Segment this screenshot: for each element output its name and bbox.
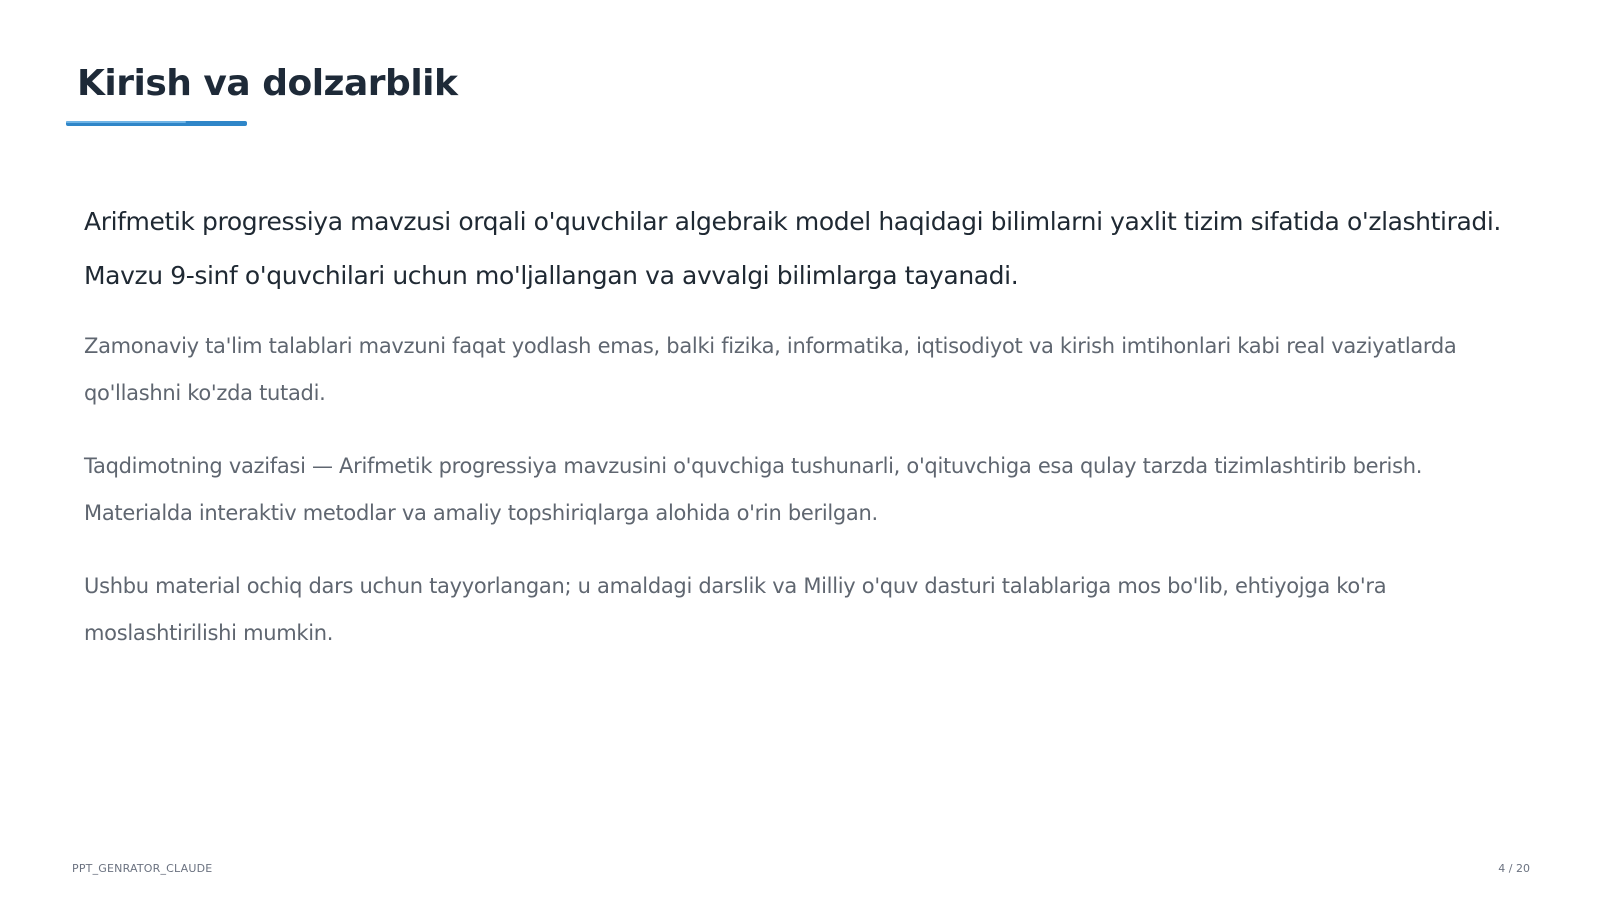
body-paragraph-3: Ushbu material ochiq dars uchun tayyorlangan; u amaldagi darslik va Milliy o'quv dasturi talablariga mos bo'lib, ehtiyojga ko'ra moslashtirilishi mumkin.	[84, 574, 1387, 645]
slide-content	[84, 195, 1504, 683]
body-paragraph-1: Zamonaviy ta'lim talablari mavzuni faqat yodlash emas, balki fizika, informatika, iqtisodiyot va kirish imtihonlari kabi real vaziyatlarda qo'llashni ko'zda tutadi.	[84, 334, 1457, 405]
lead-paragraph: Arifmetik progressiya mavzusi orqali o'quvchilar algebraik model haqidagi bilimlarni yaxlit tizim sifatida o'zlashtiradi. Mavzu 9-sinf o'quvchilari uchun mo'ljallangan va avvalgi bilimlarga tayanadi.	[84, 207, 1501, 290]
page-indicator: 4 / 20	[1498, 862, 1530, 875]
slide-title: Kirish va dolzarblik	[77, 63, 458, 104]
title-accent-highlight	[66, 121, 186, 123]
footer-brand: PPT_GENRATOR_CLAUDE	[72, 862, 213, 875]
body-paragraph-2: Taqdimotning vazifasi — Arifmetik progressiya mavzusini o'quvchiga tushunarli, o'qituvchiga esa qulay tarzda tizimlashtirib berish. Materialda interaktiv metodlar va amaliy topshiriqlarga alohida o'rin berilgan.	[84, 454, 1423, 525]
